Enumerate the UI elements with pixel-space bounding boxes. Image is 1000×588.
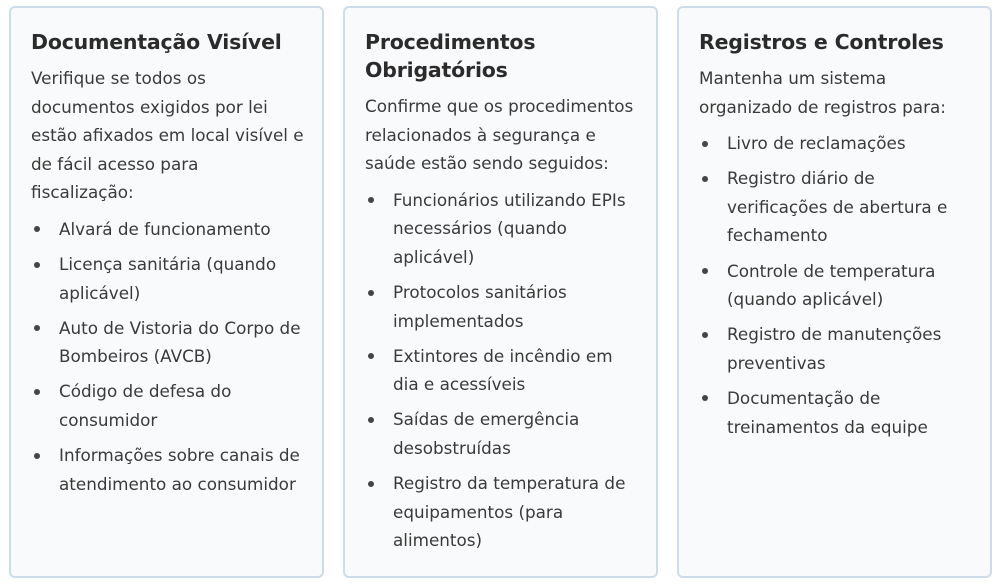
list-item-text: Livro de reclamações xyxy=(727,133,906,154)
list-item xyxy=(365,186,640,272)
bullet-icon xyxy=(34,226,40,232)
list-item-text: Controle de temperatura (quando aplicável) xyxy=(727,260,936,310)
bullet-icon xyxy=(702,141,708,147)
card-list xyxy=(699,129,974,441)
list-item xyxy=(31,215,306,244)
card-registros-e-controles xyxy=(677,6,992,578)
list-item xyxy=(31,250,306,307)
card-list xyxy=(365,186,640,555)
list-item xyxy=(365,405,640,462)
bullet-icon xyxy=(702,176,708,182)
card-title: Documentação Visível xyxy=(31,30,282,54)
list-item xyxy=(365,469,640,555)
list-item-text: Extintores de incêndio em dia e acessíveis xyxy=(393,345,613,395)
list-item-text: Registro de manutenções preventivas xyxy=(727,324,942,373)
list-item xyxy=(699,384,974,441)
bullet-icon xyxy=(368,353,374,359)
list-item xyxy=(699,257,974,314)
bullet-icon xyxy=(34,389,40,395)
list-item xyxy=(365,278,640,335)
card-documentacao-visivel xyxy=(9,6,324,578)
list-item-text: Código de defesa do consumidor xyxy=(59,381,232,431)
list-item-text: Alvará de funcionamento xyxy=(59,218,271,239)
card-intro: Mantenha um sistema organizado de registros para: xyxy=(699,68,946,117)
bullet-icon xyxy=(34,325,40,331)
card-title: Registros e Controles xyxy=(699,30,944,54)
list-item xyxy=(365,342,640,399)
list-item-text: Licença sanitária (quando aplicável) xyxy=(59,254,277,303)
bullet-icon xyxy=(368,197,374,203)
list-item xyxy=(31,377,306,434)
card-intro: Verifique se todos os documentos exigidos por lei estão afixados em local visível e de fácil acesso para fiscalização: xyxy=(31,68,304,203)
list-item xyxy=(699,320,974,377)
list-item xyxy=(31,314,306,371)
bullet-icon xyxy=(702,332,708,338)
bullet-icon xyxy=(368,481,374,487)
list-item-text: Informações sobre canais de atendimento ao consumidor xyxy=(59,445,300,494)
bullet-icon xyxy=(34,262,40,268)
list-item-text: Auto de Vistoria do Corpo de Bombeiros (AVCB) xyxy=(59,317,301,367)
card-list xyxy=(31,215,306,498)
bullet-icon xyxy=(34,453,40,459)
list-item-text: Protocolos sanitários implementados xyxy=(393,282,567,331)
list-item-text: Documentação de treinamentos da equipe xyxy=(727,387,928,437)
list-item-text: Funcionários utilizando EPIs necessários (quando aplicável) xyxy=(393,189,626,267)
bullet-icon xyxy=(702,268,708,274)
card-intro: Confirme que os procedimentos relacionados à segurança e saúde estão sendo seguidos: xyxy=(365,96,634,174)
card-procedimentos-obrigatorios xyxy=(343,6,658,578)
list-item xyxy=(31,441,306,498)
list-item-text: Registro diário de verificações de abertura e fechamento xyxy=(727,168,948,246)
bullet-icon xyxy=(368,417,374,423)
list-item xyxy=(699,129,974,158)
bullet-icon xyxy=(702,395,708,401)
list-item-text: Saídas de emergência desobstruídas xyxy=(393,409,580,459)
card-title: Procedimentos Obrigatórios xyxy=(365,30,536,82)
list-item-text: Registro da temperatura de equipamentos (para alimentos) xyxy=(393,473,626,551)
list-item xyxy=(699,164,974,250)
bullet-icon xyxy=(368,290,374,296)
